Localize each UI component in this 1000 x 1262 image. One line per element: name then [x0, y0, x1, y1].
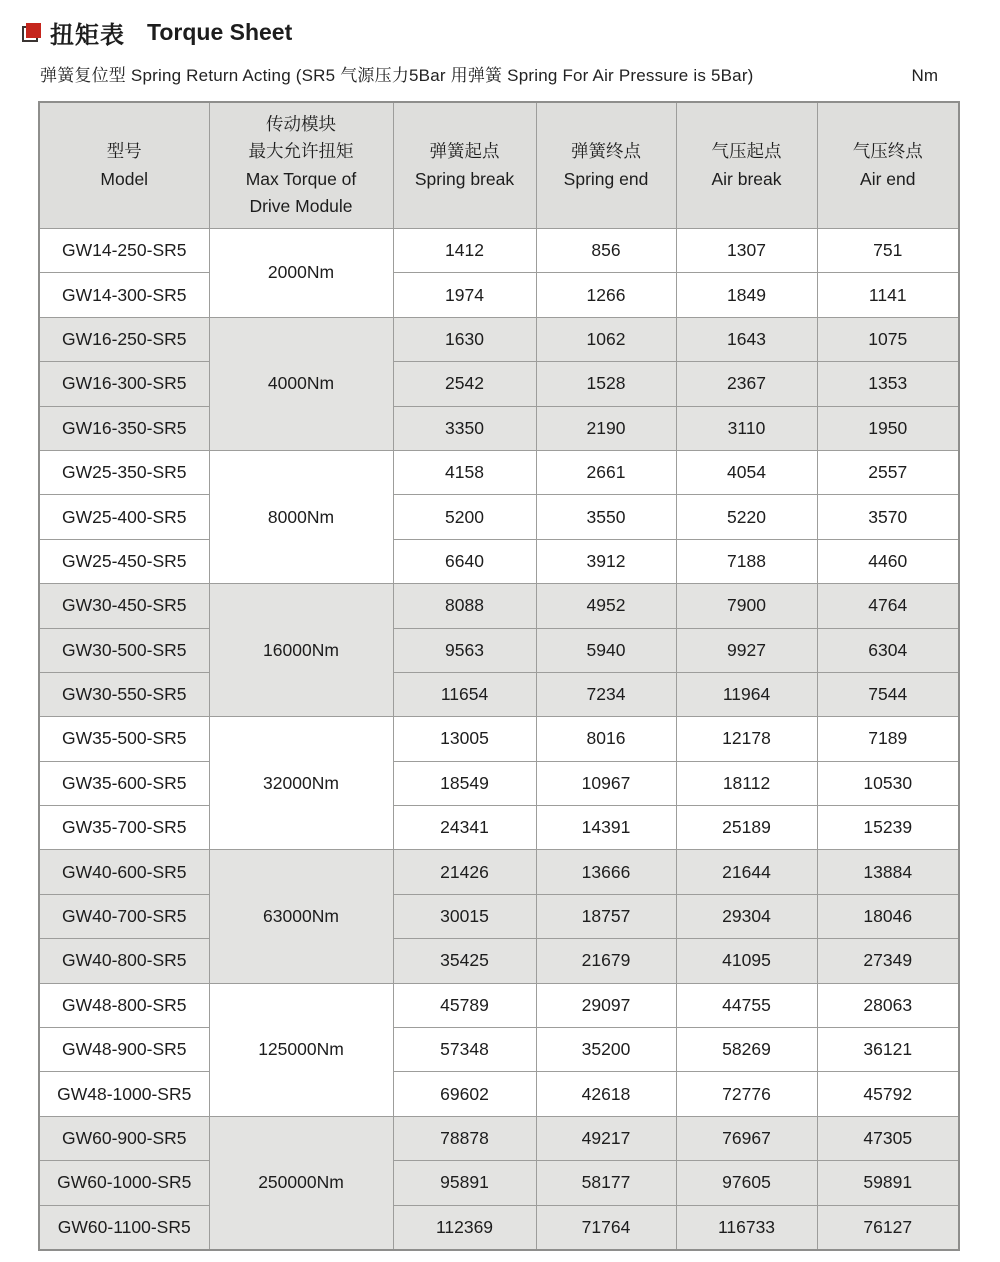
- spring-break-cell: 45789: [393, 983, 536, 1027]
- air-break-cell: 44755: [676, 983, 817, 1027]
- spring-break-cell: 30015: [393, 894, 536, 938]
- air-end-cell: 7189: [817, 717, 959, 761]
- header-max-torque-en1: Max Torque of: [245, 168, 357, 189]
- spring-break-cell: 78878: [393, 1116, 536, 1160]
- spring-end-cell: 14391: [536, 806, 676, 850]
- spring-end-cell: 35200: [536, 1028, 676, 1072]
- air-end-cell: 13884: [817, 850, 959, 894]
- model-cell: GW60-1100-SR5: [39, 1205, 209, 1250]
- spring-break-cell: 13005: [393, 717, 536, 761]
- air-end-cell: 2557: [817, 450, 959, 494]
- model-cell: GW40-800-SR5: [39, 939, 209, 983]
- spring-break-cell: 2542: [393, 362, 536, 406]
- model-cell: GW30-500-SR5: [39, 628, 209, 672]
- subtitle-row: [40, 61, 938, 86]
- table-row: [39, 894, 959, 938]
- spring-break-cell: 9563: [393, 628, 536, 672]
- air-break-cell: 25189: [676, 806, 817, 850]
- spring-end-cell: 4952: [536, 584, 676, 628]
- header-max-torque: [209, 102, 393, 229]
- spring-break-cell: 57348: [393, 1028, 536, 1072]
- header-air-break-en: Air break: [711, 168, 782, 189]
- subtitle-text: 弹簧复位型 Spring Return Acting (SR5 气源压力5Bar 用弹簧 Spring For Air Pressure is 5Bar): [40, 66, 754, 85]
- air-break-cell: 21644: [676, 850, 817, 894]
- air-break-cell: 72776: [676, 1072, 817, 1116]
- page-title-en: Torque Sheet: [147, 19, 293, 45]
- spring-break-cell: 18549: [393, 761, 536, 805]
- model-cell: GW40-600-SR5: [39, 850, 209, 894]
- spring-end-cell: 856: [536, 229, 676, 273]
- air-end-cell: 1950: [817, 406, 959, 450]
- spring-break-cell: 69602: [393, 1072, 536, 1116]
- page-title-zh: 扭矩表: [50, 22, 125, 49]
- spring-end-cell: 7234: [536, 672, 676, 716]
- spring-end-cell: 3550: [536, 495, 676, 539]
- table-row: [39, 806, 959, 850]
- model-cell: GW48-1000-SR5: [39, 1072, 209, 1116]
- header-max-torque-zh2: 最大允许扭矩: [248, 141, 354, 162]
- table-row: [39, 273, 959, 317]
- torque-table-body: [39, 229, 959, 1250]
- air-break-cell: 76967: [676, 1116, 817, 1160]
- header-air-break-zh: 气压起点: [711, 141, 782, 162]
- header-model-zh: 型号: [106, 141, 142, 162]
- air-end-cell: 751: [817, 229, 959, 273]
- max-torque-cell: 63000Nm: [209, 850, 393, 983]
- air-break-cell: 58269: [676, 1028, 817, 1072]
- spring-end-cell: 18757: [536, 894, 676, 938]
- table-row: [39, 983, 959, 1027]
- air-end-cell: 3570: [817, 495, 959, 539]
- spring-break-cell: 3350: [393, 406, 536, 450]
- air-break-cell: 11964: [676, 672, 817, 716]
- model-cell: GW40-700-SR5: [39, 894, 209, 938]
- spring-end-cell: 58177: [536, 1161, 676, 1205]
- table-row: [39, 672, 959, 716]
- table-row: [39, 406, 959, 450]
- air-break-cell: 1307: [676, 229, 817, 273]
- model-cell: GW14-250-SR5: [39, 229, 209, 273]
- spring-break-cell: 1412: [393, 229, 536, 273]
- table-row: [39, 1116, 959, 1160]
- air-break-cell: 3110: [676, 406, 817, 450]
- model-cell: GW25-350-SR5: [39, 450, 209, 494]
- table-row: [39, 450, 959, 494]
- spring-end-cell: 29097: [536, 983, 676, 1027]
- air-end-cell: 6304: [817, 628, 959, 672]
- max-torque-cell: 16000Nm: [209, 584, 393, 717]
- spring-break-cell: 6640: [393, 539, 536, 583]
- air-end-cell: 4764: [817, 584, 959, 628]
- header-spring-end-zh: 弹簧终点: [571, 141, 641, 162]
- model-cell: GW16-300-SR5: [39, 362, 209, 406]
- table-row: [39, 495, 959, 539]
- table-row: [39, 362, 959, 406]
- max-torque-cell: 2000Nm: [209, 229, 393, 318]
- table-row: [39, 539, 959, 583]
- air-break-cell: 29304: [676, 894, 817, 938]
- table-row: [39, 850, 959, 894]
- air-end-cell: 36121: [817, 1028, 959, 1072]
- air-break-cell: 7900: [676, 584, 817, 628]
- spring-end-cell: 42618: [536, 1072, 676, 1116]
- spring-break-cell: 8088: [393, 584, 536, 628]
- spring-end-cell: 2190: [536, 406, 676, 450]
- air-break-cell: 5220: [676, 495, 817, 539]
- air-end-cell: 28063: [817, 983, 959, 1027]
- table-row: [39, 1161, 959, 1205]
- table-row: [39, 317, 959, 361]
- table-row: [39, 1028, 959, 1072]
- model-cell: GW48-800-SR5: [39, 983, 209, 1027]
- air-end-cell: 10530: [817, 761, 959, 805]
- header-air-end: [817, 102, 959, 229]
- model-cell: GW14-300-SR5: [39, 273, 209, 317]
- spring-end-cell: 1266: [536, 273, 676, 317]
- spring-end-cell: 13666: [536, 850, 676, 894]
- header-spring-break-zh: 弹簧起点: [429, 141, 500, 162]
- header-air-break: [676, 102, 817, 229]
- max-torque-cell: 250000Nm: [209, 1116, 393, 1250]
- air-break-cell: 1849: [676, 273, 817, 317]
- model-cell: GW35-500-SR5: [39, 717, 209, 761]
- air-end-cell: 45792: [817, 1072, 959, 1116]
- table-row: [39, 939, 959, 983]
- header-air-end-zh: 气压终点: [852, 141, 923, 162]
- air-break-cell: 41095: [676, 939, 817, 983]
- air-break-cell: 1643: [676, 317, 817, 361]
- spring-end-cell: 21679: [536, 939, 676, 983]
- air-end-cell: 47305: [817, 1116, 959, 1160]
- spring-end-cell: 10967: [536, 761, 676, 805]
- spring-break-cell: 11654: [393, 672, 536, 716]
- header-model: [39, 102, 209, 229]
- table-row: [39, 761, 959, 805]
- header-air-end-en: Air end: [860, 168, 916, 189]
- spring-end-cell: 49217: [536, 1116, 676, 1160]
- model-cell: GW16-250-SR5: [39, 317, 209, 361]
- spring-break-cell: 35425: [393, 939, 536, 983]
- header-spring-break-en: Spring break: [414, 168, 515, 189]
- spring-end-cell: 3912: [536, 539, 676, 583]
- air-break-cell: 97605: [676, 1161, 817, 1205]
- header-spring-end: [536, 102, 676, 229]
- max-torque-cell: 125000Nm: [209, 983, 393, 1116]
- table-row: [39, 229, 959, 273]
- table-row: [39, 1072, 959, 1116]
- model-cell: GW25-450-SR5: [39, 539, 209, 583]
- header-max-torque-en2: Drive Module: [249, 195, 353, 216]
- header-row: [39, 102, 959, 229]
- header-model-en: Model: [100, 168, 149, 189]
- header-spring-end-en: Spring end: [563, 168, 649, 189]
- model-cell: GW60-900-SR5: [39, 1116, 209, 1160]
- header-spring-break: [393, 102, 536, 229]
- model-cell: GW48-900-SR5: [39, 1028, 209, 1072]
- spring-break-cell: 1974: [393, 273, 536, 317]
- spring-break-cell: 5200: [393, 495, 536, 539]
- air-break-cell: 18112: [676, 761, 817, 805]
- air-break-cell: 12178: [676, 717, 817, 761]
- table-row: [39, 628, 959, 672]
- red-square-icon-fill: [26, 23, 41, 38]
- air-end-cell: 4460: [817, 539, 959, 583]
- spring-end-cell: 1528: [536, 362, 676, 406]
- unit-label: Nm: [911, 66, 938, 85]
- air-break-cell: 116733: [676, 1205, 817, 1250]
- spring-end-cell: 1062: [536, 317, 676, 361]
- torque-table-header: [39, 102, 959, 229]
- air-break-cell: 9927: [676, 628, 817, 672]
- max-torque-cell: 8000Nm: [209, 450, 393, 583]
- header-max-torque-zh1: 传动模块: [266, 114, 336, 135]
- table-row: [39, 1205, 959, 1250]
- air-end-cell: 76127: [817, 1205, 959, 1250]
- model-cell: GW35-600-SR5: [39, 761, 209, 805]
- air-end-cell: 15239: [817, 806, 959, 850]
- model-cell: GW30-550-SR5: [39, 672, 209, 716]
- spring-end-cell: 71764: [536, 1205, 676, 1250]
- model-cell: GW16-350-SR5: [39, 406, 209, 450]
- air-end-cell: 59891: [817, 1161, 959, 1205]
- model-cell: GW35-700-SR5: [39, 806, 209, 850]
- air-end-cell: 1353: [817, 362, 959, 406]
- air-end-cell: 1141: [817, 273, 959, 317]
- model-cell: GW60-1000-SR5: [39, 1161, 209, 1205]
- spring-end-cell: 2661: [536, 450, 676, 494]
- max-torque-cell: 4000Nm: [209, 317, 393, 450]
- air-end-cell: 18046: [817, 894, 959, 938]
- air-end-cell: 27349: [817, 939, 959, 983]
- spring-break-cell: 112369: [393, 1205, 536, 1250]
- table-row: [39, 717, 959, 761]
- table-row: [39, 584, 959, 628]
- page-header: [0, 0, 1000, 50]
- spring-break-cell: 1630: [393, 317, 536, 361]
- max-torque-cell: 32000Nm: [209, 717, 393, 850]
- air-end-cell: 1075: [817, 317, 959, 361]
- torque-table: [38, 101, 960, 1251]
- air-break-cell: 4054: [676, 450, 817, 494]
- air-break-cell: 2367: [676, 362, 817, 406]
- spring-break-cell: 95891: [393, 1161, 536, 1205]
- model-cell: GW30-450-SR5: [39, 584, 209, 628]
- air-break-cell: 7188: [676, 539, 817, 583]
- red-square-icon: [22, 23, 41, 42]
- air-end-cell: 7544: [817, 672, 959, 716]
- spring-end-cell: 5940: [536, 628, 676, 672]
- model-cell: GW25-400-SR5: [39, 495, 209, 539]
- spring-break-cell: 21426: [393, 850, 536, 894]
- spring-break-cell: 24341: [393, 806, 536, 850]
- spring-end-cell: 8016: [536, 717, 676, 761]
- spring-break-cell: 4158: [393, 450, 536, 494]
